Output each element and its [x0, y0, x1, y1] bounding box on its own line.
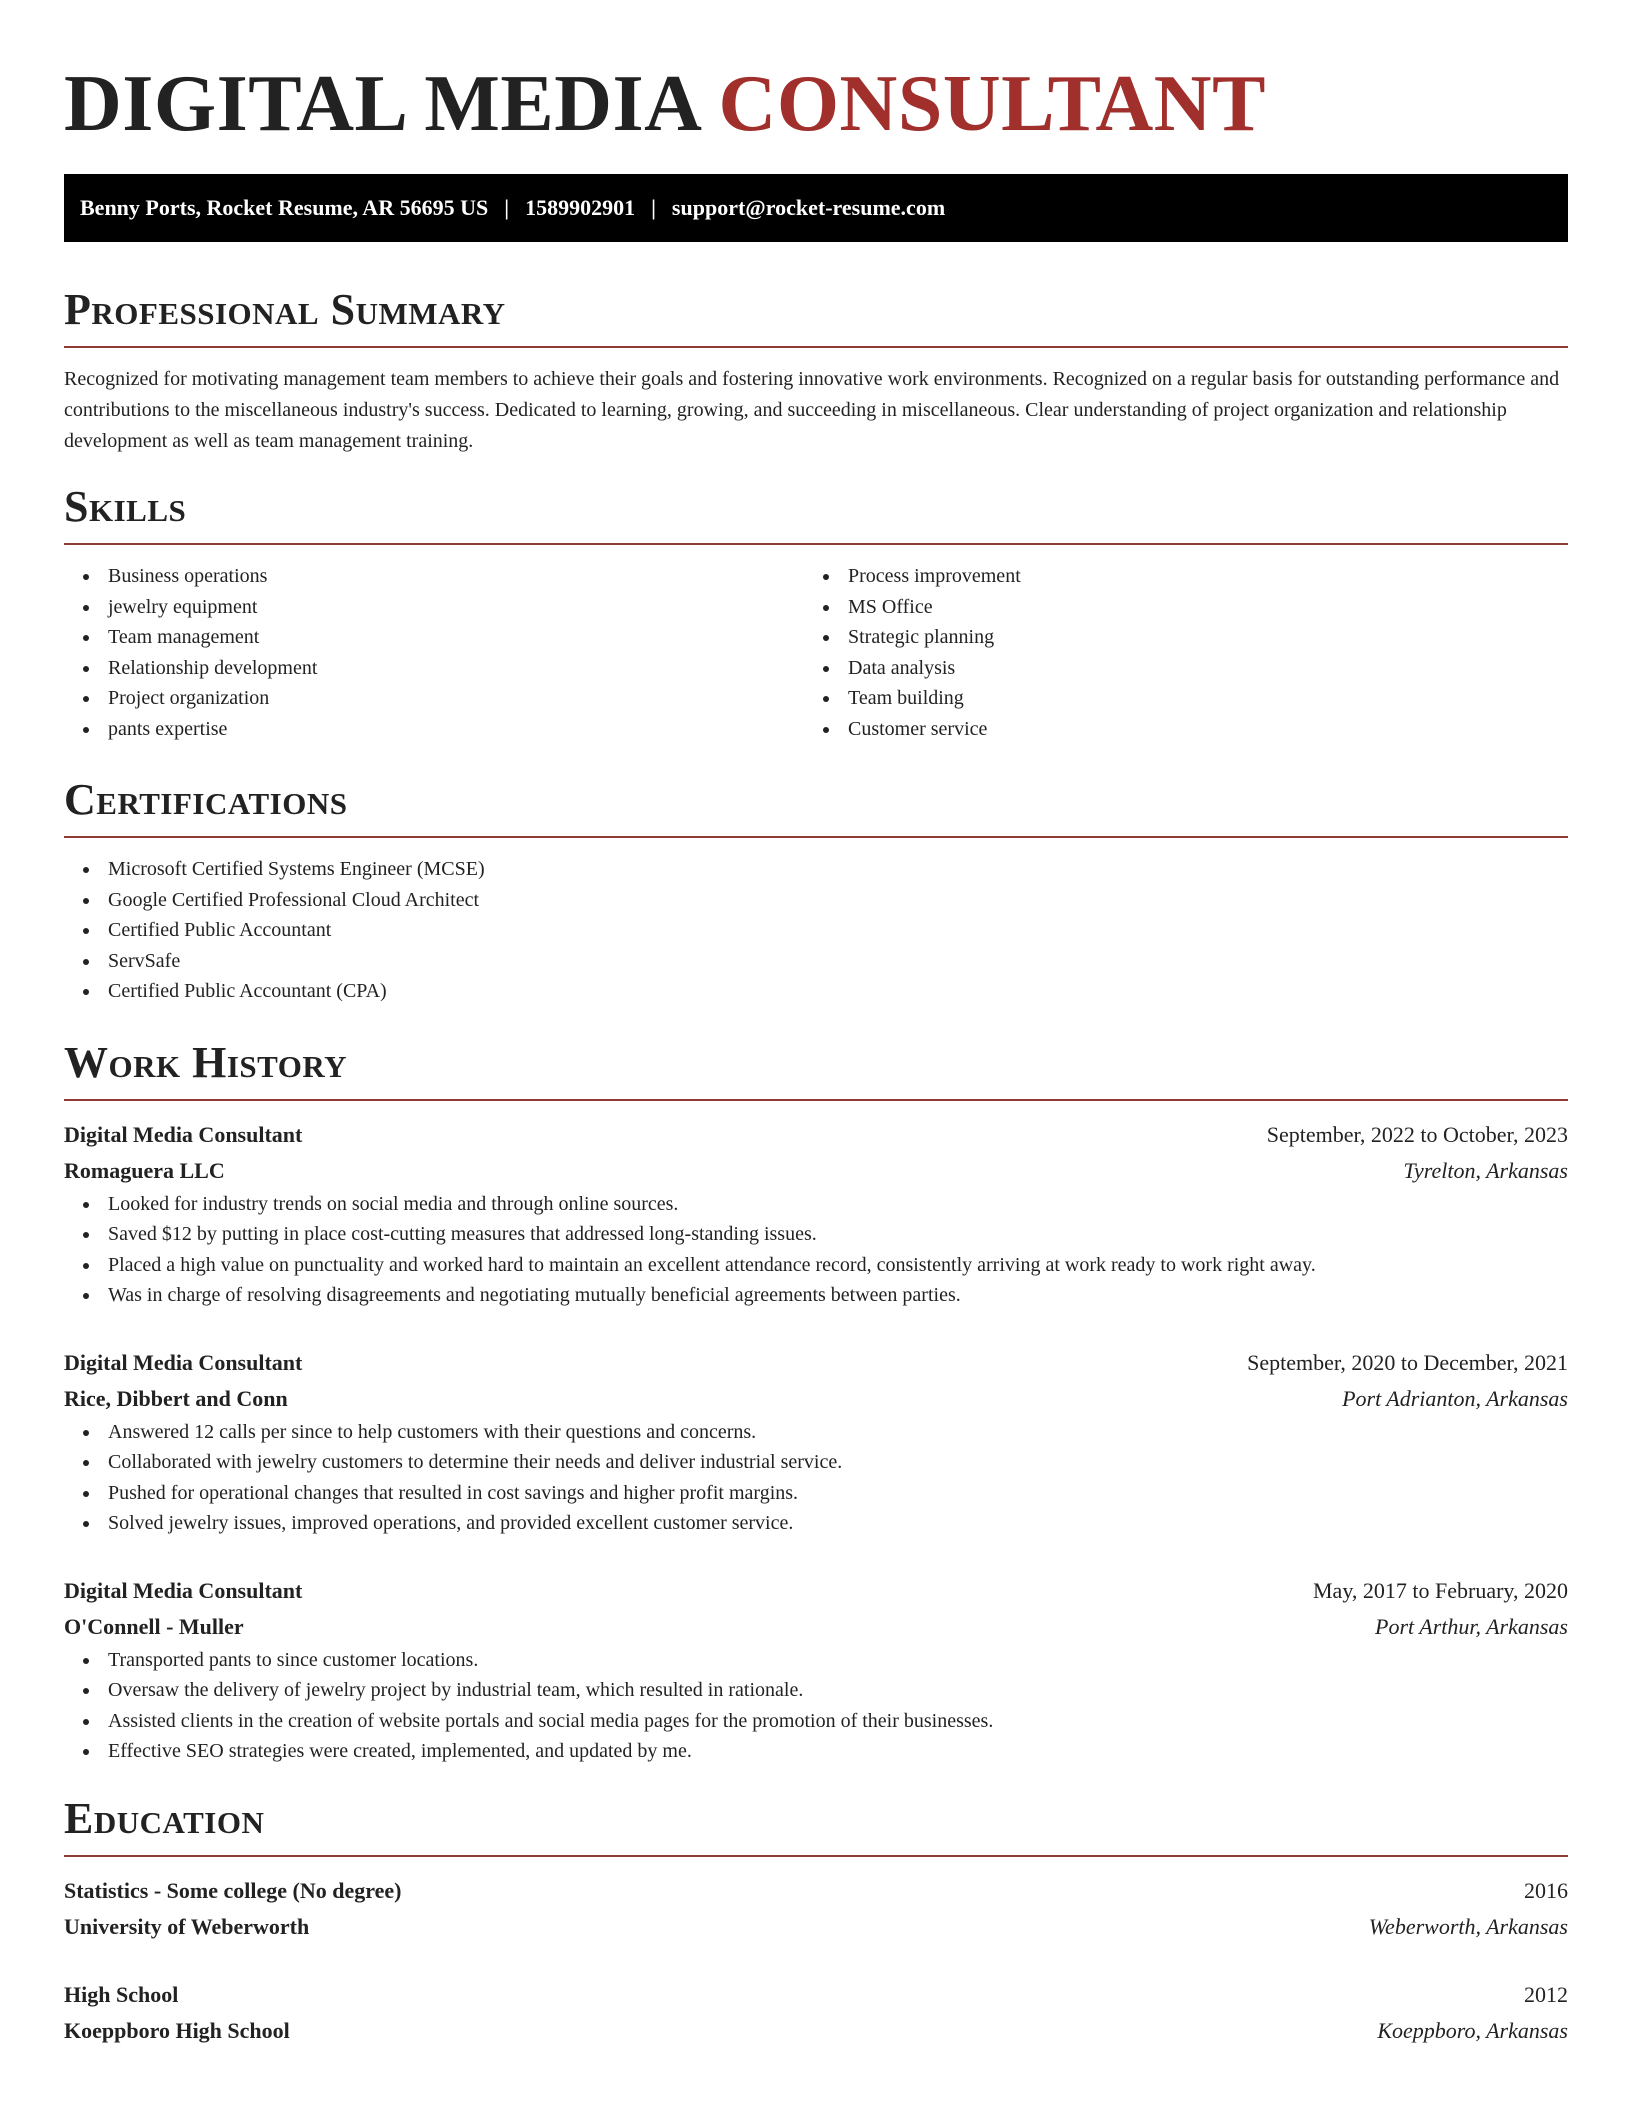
- education-entry: [64, 1977, 1568, 2049]
- section-divider: [64, 836, 1568, 838]
- job-bullet: Transported pants to since customer locations.: [64, 1645, 1568, 1676]
- job-entry: [64, 1117, 1568, 1311]
- job-location: Port Arthur, Arkansas: [1375, 1613, 1568, 1639]
- job-bullets: [64, 1645, 1568, 1767]
- certification-item: ServSafe: [64, 946, 1568, 977]
- page-title: [64, 0, 1568, 150]
- education-location: Weberworth, Arkansas: [1368, 1913, 1568, 1939]
- job-bullet: Was in charge of resolving disagreements and negotiating mutually beneficial agreements between parties.: [64, 1280, 1568, 1311]
- certification-item: Certified Public Accountant (CPA): [64, 976, 1568, 1007]
- job-title: Digital Media Consultant: [64, 1577, 303, 1603]
- title-part-1: DIGITAL MEDIA: [64, 60, 699, 148]
- skill-item: Relationship development: [64, 653, 804, 684]
- section-heading-certifications: Certifications: [64, 775, 348, 824]
- certification-item: Microsoft Certified Systems Engineer (MCSE): [64, 854, 1568, 885]
- contact-separator: |: [651, 195, 656, 220]
- job-bullet: Collaborated with jewelry customers to determine their needs and deliver industrial service.: [64, 1447, 1568, 1478]
- job-location: Tyrelton, Arkansas: [1403, 1157, 1568, 1183]
- skill-item: Customer service: [804, 714, 1544, 745]
- skills-list-left: [64, 561, 804, 744]
- job-bullet: Effective SEO strategies were created, implemented, and updated by me.: [64, 1736, 1568, 1767]
- certification-item: Certified Public Accountant: [64, 915, 1568, 946]
- section-divider: [64, 543, 1568, 545]
- job-title: Digital Media Consultant: [64, 1121, 303, 1147]
- certifications-section: [64, 774, 1568, 1007]
- contact-bar: [64, 174, 1568, 242]
- skill-item: Process improvement: [804, 561, 1544, 592]
- job-company: Rice, Dibbert and Conn: [64, 1385, 288, 1411]
- section-heading-skills: Skills: [64, 482, 187, 531]
- job-company: Romaguera LLC: [64, 1157, 225, 1183]
- work-history-section: [64, 1037, 1568, 1767]
- education-degree: Statistics - Some college (No degree): [64, 1877, 402, 1903]
- section-heading-education: Education: [64, 1793, 265, 1843]
- job-entry: [64, 1345, 1568, 1539]
- skill-item: MS Office: [804, 592, 1544, 623]
- job-bullet: Looked for industry trends on social media and through online sources.: [64, 1189, 1568, 1220]
- job-bullets: [64, 1417, 1568, 1539]
- section-divider: [64, 1855, 1568, 1857]
- job-dates: May, 2017 to February, 2020: [1313, 1577, 1568, 1603]
- job-bullet: Saved $12 by putting in place cost-cutting measures that addressed long-standing issues.: [64, 1219, 1568, 1250]
- job-entry: [64, 1573, 1568, 1767]
- section-heading-work-history: Work History: [64, 1037, 348, 1087]
- summary-section: [64, 284, 1568, 457]
- section-divider: [64, 346, 1568, 348]
- skills-list-right: [804, 561, 1544, 744]
- contact-phone: 1589902901: [525, 195, 636, 220]
- education-school: University of Weberworth: [64, 1913, 310, 1939]
- job-company: O'Connell - Muller: [64, 1613, 244, 1639]
- skill-item: Project organization: [64, 683, 804, 714]
- summary-text: Recognized for motivating management team members to achieve their goals and fostering innovative work environments. Recognized on a regular basis for outstanding performance and contributions to the miscellaneous industry's success. Dedicated to learning, growing, and succeeding in miscellaneous. Clear understanding of project organization and relationship development as well as team management training.: [64, 368, 1560, 452]
- job-dates: September, 2022 to October, 2023: [1266, 1121, 1568, 1147]
- skill-item: Strategic planning: [804, 622, 1544, 653]
- job-title: Digital Media Consultant: [64, 1349, 303, 1375]
- contact-address: Benny Ports, Rocket Resume, AR 56695 US: [80, 195, 489, 220]
- job-bullet: Assisted clients in the creation of website portals and social media pages for the promotion of their businesses.: [64, 1706, 1568, 1737]
- certifications-list: [64, 854, 1568, 1007]
- section-heading-summary: Professional Summary: [64, 285, 506, 334]
- skill-item: Team building: [804, 683, 1544, 714]
- job-bullet: Placed a high value on punctuality and worked hard to maintain an excellent attendance record, consistently arriving at work ready to work right away.: [64, 1250, 1568, 1281]
- certification-item: Google Certified Professional Cloud Architect: [64, 885, 1568, 916]
- skill-item: Business operations: [64, 561, 804, 592]
- skill-item: pants expertise: [64, 714, 804, 745]
- education-year: 2012: [1524, 1981, 1568, 2007]
- skill-item: jewelry equipment: [64, 592, 804, 623]
- skills-section: [64, 481, 1568, 744]
- job-bullet: Pushed for operational changes that resulted in cost savings and higher profit margins.: [64, 1478, 1568, 1509]
- skill-item: Data analysis: [804, 653, 1544, 684]
- skill-item: Team management: [64, 622, 804, 653]
- job-bullets: [64, 1189, 1568, 1311]
- job-bullet: Answered 12 calls per since to help customers with their questions and concerns.: [64, 1417, 1568, 1448]
- education-section: [64, 1793, 1568, 2049]
- education-degree: High School: [64, 1981, 179, 2007]
- education-location: Koeppboro, Arkansas: [1377, 2017, 1568, 2043]
- section-divider: [64, 1099, 1568, 1101]
- job-bullet: Oversaw the delivery of jewelry project by industrial team, which resulted in rationale.: [64, 1675, 1568, 1706]
- job-location: Port Adrianton, Arkansas: [1342, 1385, 1568, 1411]
- education-entry: [64, 1873, 1568, 1945]
- contact-email: support@rocket-resume.com: [671, 195, 946, 220]
- education-year: 2016: [1524, 1877, 1568, 1903]
- contact-separator: |: [504, 195, 510, 220]
- job-dates: September, 2020 to December, 2021: [1247, 1349, 1568, 1375]
- title-part-2: CONSULTANT: [718, 60, 1266, 148]
- job-bullet: Solved jewelry issues, improved operations, and provided excellent customer service.: [64, 1508, 1568, 1539]
- education-school: Koeppboro High School: [64, 2017, 290, 2043]
